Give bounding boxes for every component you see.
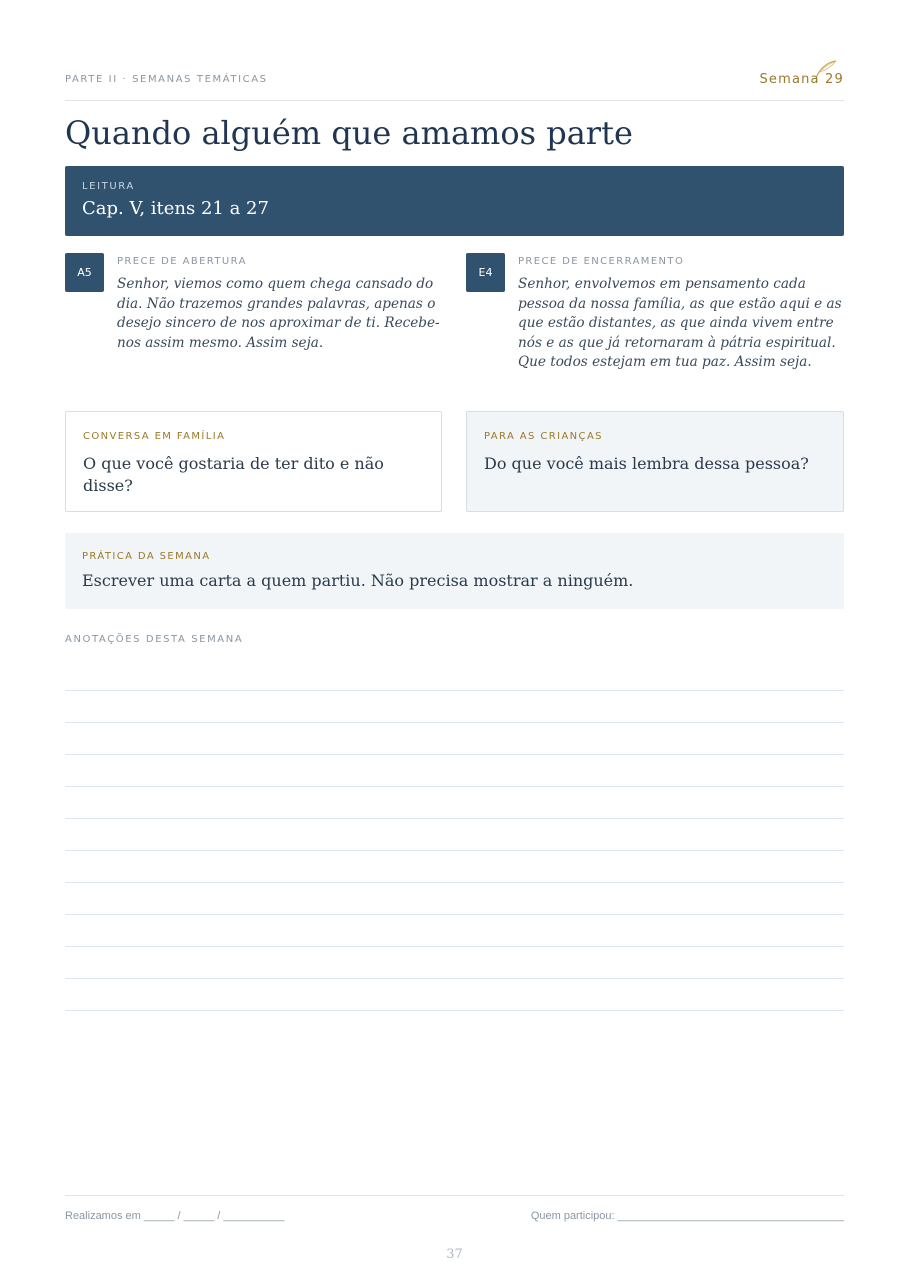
note-line[interactable] (65, 723, 844, 755)
opening-prayer-badge: A5 (65, 253, 104, 292)
note-line[interactable] (65, 851, 844, 883)
note-line[interactable] (65, 947, 844, 979)
note-line[interactable] (65, 659, 844, 691)
family-talk-label: CONVERSA EM FAMÍLIA (83, 431, 226, 442)
reading-label: LEITURA (82, 181, 135, 192)
weekly-practice (65, 533, 844, 609)
note-line[interactable] (65, 691, 844, 723)
page (65, 0, 844, 1287)
reading-banner (65, 166, 844, 236)
section-label: PARTE II · SEMANAS TEMÁTICAS (65, 74, 268, 85)
practice-text: Escrever uma carta a quem partiu. Não precisa mostrar a ninguém. (82, 571, 634, 590)
date-field[interactable]: Realizamos em _____ / _____ / __________ (65, 1210, 285, 1222)
family-talk-card (65, 411, 442, 512)
closing-prayer-text: Senhor, envolvemos em pensamento cada pessoa da nossa família, as que estão aqui e as que estão distantes, as que ainda vivem entre nós e as que já retornaram à pátria espiritual. Que todos estejam em tua paz. Assim seja. (518, 276, 842, 370)
note-line[interactable] (65, 915, 844, 947)
opening-prayer-label: PRECE DE ABERTURA (117, 256, 247, 267)
page-number: 37 (446, 1247, 463, 1262)
family-talk-question: O que você gostaria de ter dito e não disse? (83, 454, 384, 495)
note-line[interactable] (65, 819, 844, 851)
reading-reference: Cap. V, itens 21 a 27 (82, 198, 269, 219)
notes-label: ANOTAÇÕES DESTA SEMANA (65, 634, 244, 645)
note-line[interactable] (65, 755, 844, 787)
closing-prayer-label: PRECE DE ENCERRAMENTO (518, 256, 685, 267)
opening-prayer (65, 253, 443, 403)
note-line[interactable] (65, 787, 844, 819)
opening-prayer-text: Senhor, viemos como quem chega cansado do dia. Não trazemos grandes palavras, apenas o desejo sincero de nos aproximar de ti. Recebe-nos assim mesmo. Assim seja. (117, 276, 440, 351)
closing-prayer-badge: E4 (466, 253, 505, 292)
kids-label: PARA AS CRIANÇAS (484, 431, 603, 442)
note-line[interactable] (65, 883, 844, 915)
page-title: Quando alguém que amamos parte (65, 114, 633, 152)
kids-card (466, 411, 844, 512)
practice-label: PRÁTICA DA SEMANA (82, 551, 211, 562)
participants-field[interactable]: Quem participou: _____________________________________ (530, 1210, 844, 1222)
week-label: Semana 29 (759, 72, 844, 87)
note-line[interactable] (65, 979, 844, 1011)
kids-question: Do que você mais lembra dessa pessoa? (484, 454, 809, 473)
page-header (65, 72, 844, 101)
page-footer (65, 1195, 844, 1222)
notes-area[interactable] (65, 659, 844, 1011)
closing-prayer (466, 253, 844, 403)
